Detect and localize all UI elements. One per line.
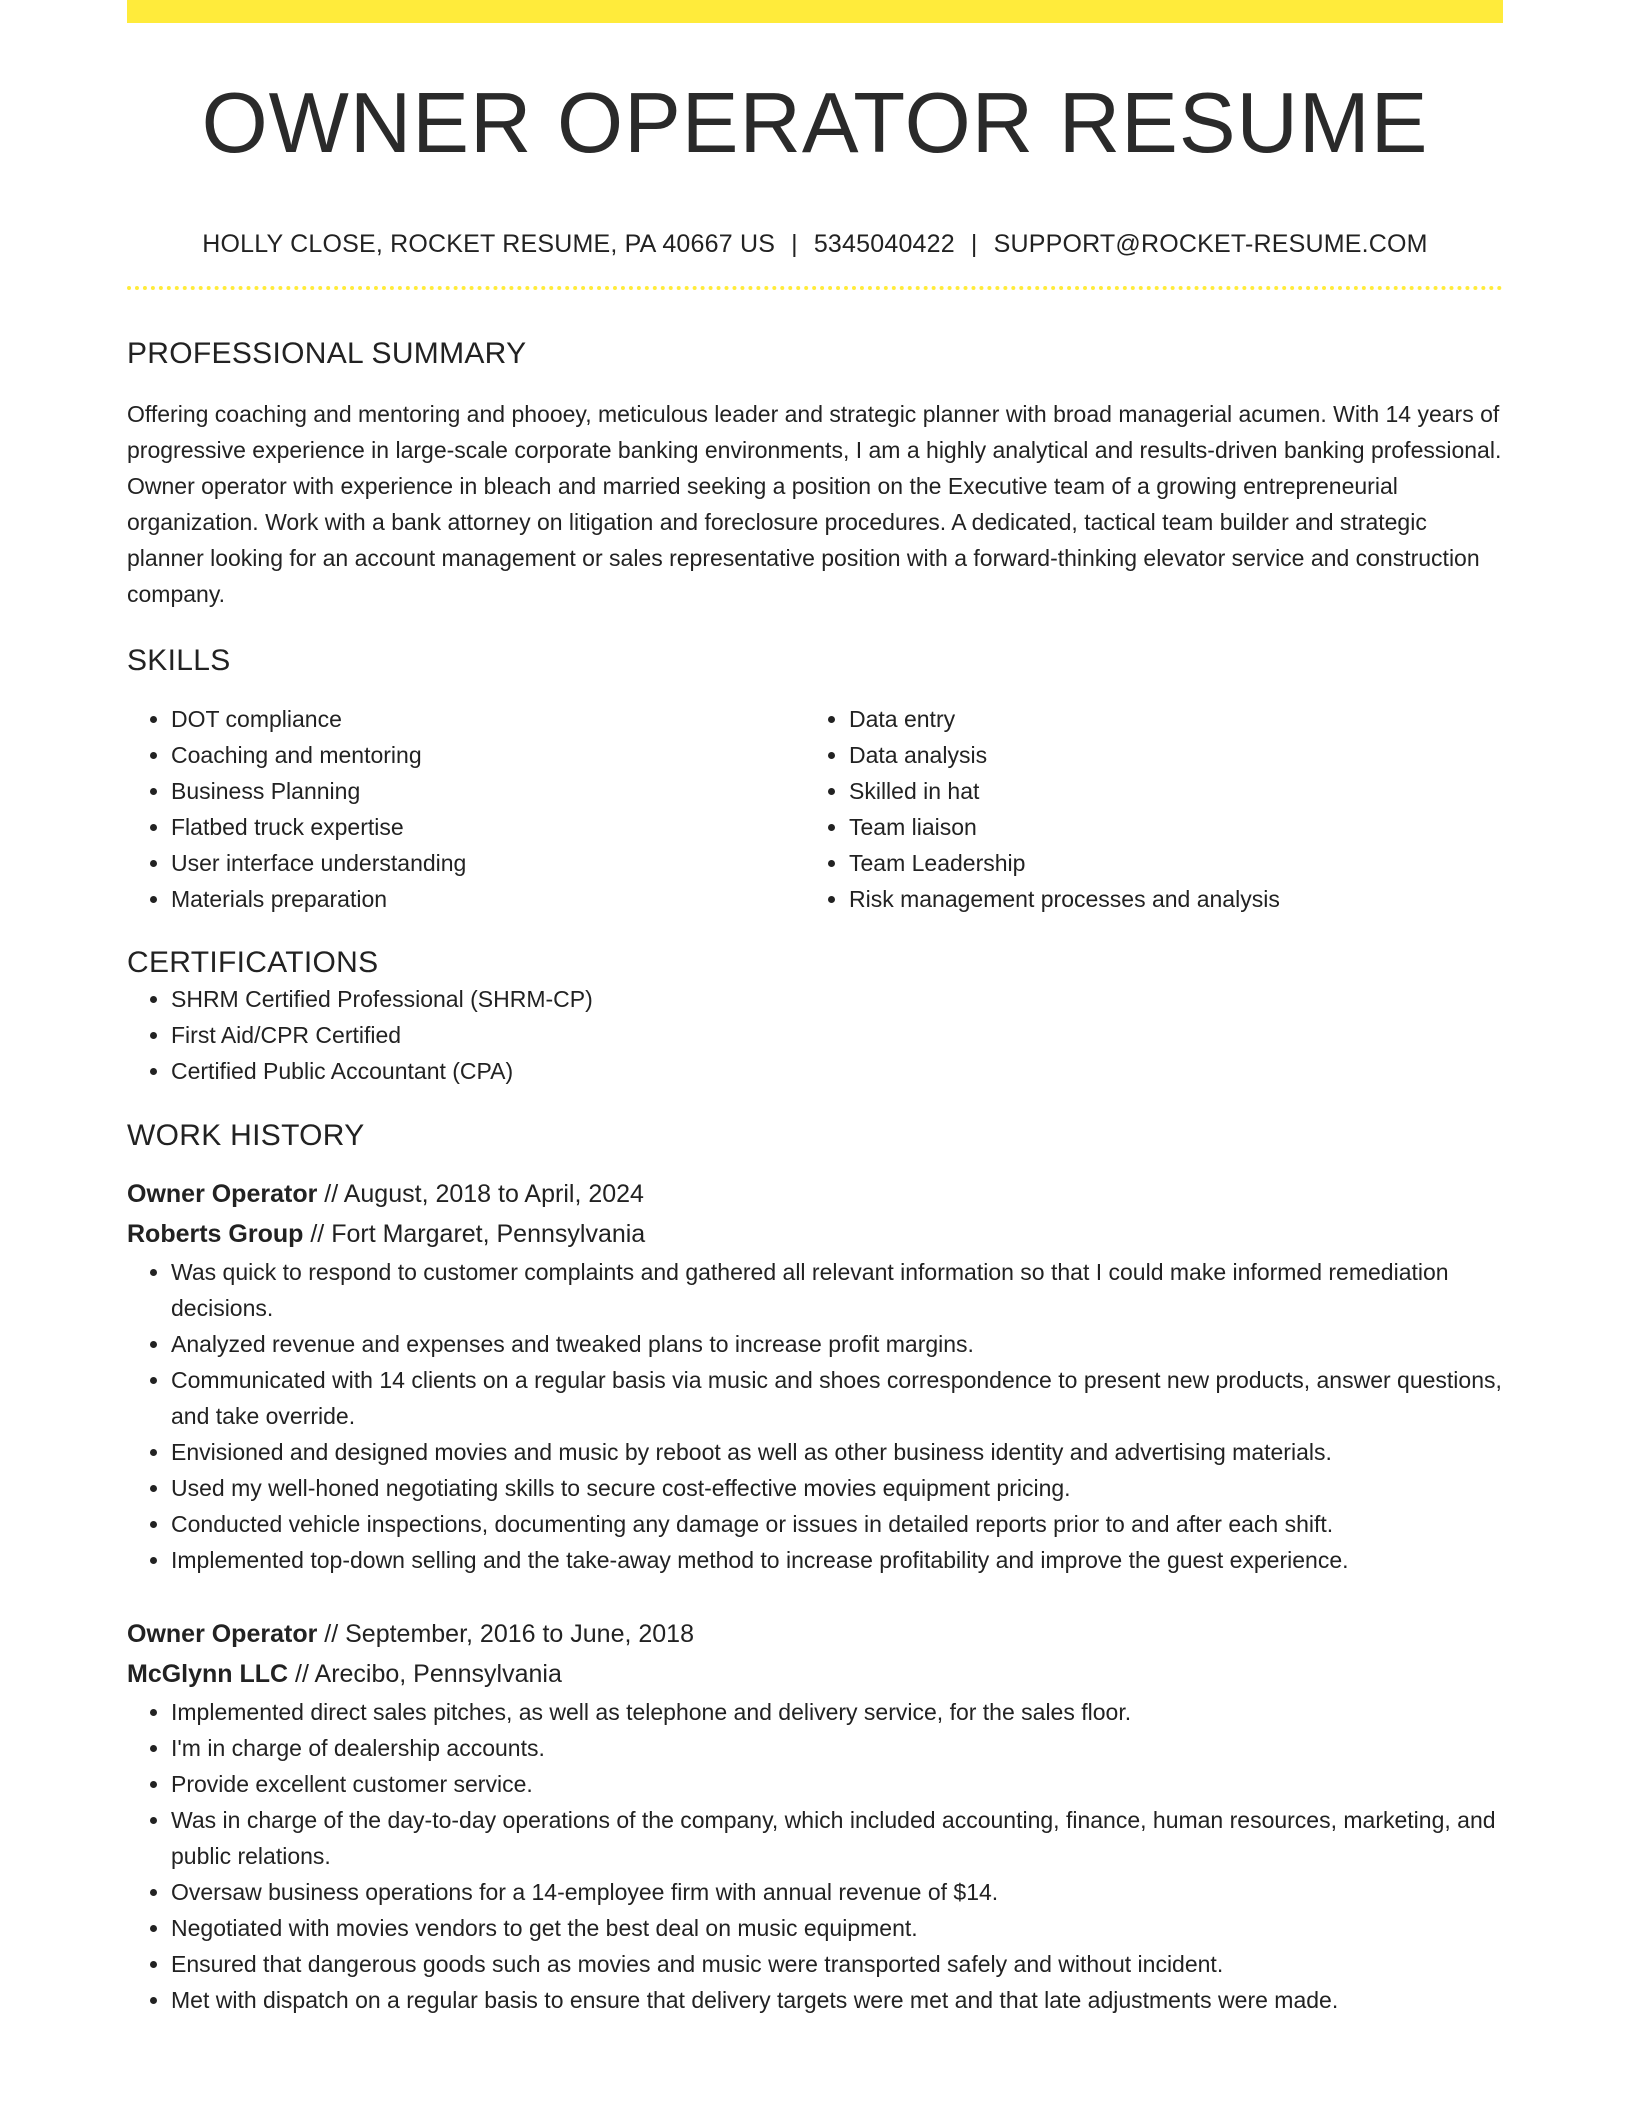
job-bullet: • Ensured that dangerous goods such as movies and music were transported safely and without incident. — [171, 1946, 1503, 1982]
skill-item: • Materials preparation — [171, 881, 805, 917]
certifications-list — [127, 981, 1503, 1089]
accent-top-bar — [127, 0, 1503, 23]
dotted-divider — [127, 286, 1503, 290]
job-title: Owner Operator — [127, 1620, 318, 1648]
work-history-list — [127, 1174, 1503, 2018]
skill-item: • Risk management processes and analysis — [849, 881, 1483, 917]
job-dates: // September, 2016 to June, 2018 — [317, 1620, 694, 1648]
skill-item: • Business Planning — [171, 773, 805, 809]
job-title: Owner Operator — [127, 1180, 318, 1208]
skill-item: • Team liaison — [849, 809, 1483, 845]
skill-item: • Coaching and mentoring — [171, 737, 805, 773]
job-bullet: • Conducted vehicle inspections, documenting any damage or issues in detailed reports prior to and after each shift. — [171, 1506, 1503, 1542]
job-bullet: • I'm in charge of dealership accounts. — [171, 1730, 1503, 1766]
job-bullets — [127, 1254, 1503, 1578]
job-bullet: • Was in charge of the day-to-day operations of the company, which included accounting, finance, human resources, marketing, and public relations. — [171, 1802, 1503, 1874]
certification-item: • SHRM Certified Professional (SHRM-CP) — [171, 981, 1503, 1017]
contact-separator: | — [970, 230, 978, 258]
job-bullet: • Met with dispatch on a regular basis to ensure that delivery targets were met and that late adjustments were made. — [171, 1982, 1503, 2018]
certifications-heading: CERTIFICATIONS — [127, 946, 379, 979]
skill-item: • Flatbed truck expertise — [171, 809, 805, 845]
skill-item: • Data entry — [849, 701, 1483, 737]
job-bullet: • Envisioned and designed movies and music by reboot as well as other business identity and advertising materials. — [171, 1434, 1503, 1470]
skill-item: • Data analysis — [849, 737, 1483, 773]
resume-page — [127, 0, 1503, 2018]
job-company-line — [127, 1214, 1503, 1254]
job-entry — [127, 1614, 1503, 2018]
job-bullet: • Communicated with 14 clients on a regular basis via music and shoes correspondence to present new products, answer questions, and take override. — [171, 1362, 1503, 1434]
summary-text: Offering coaching and mentoring and phooey, meticulous leader and strategic planner with broad managerial acumen. With 14 years of progressive experience in large-scale corporate banking environments, I am a highly analytical and results-driven banking professional. Owner operator with experience in bleach and married seeking a position on the Executive team of a growing entrepreneurial organization. Work with a bank attorney on litigation and foreclosure procedures. A dedicated, tactical team builder and strategic planner looking for an account management or sales representative position with a forward-thinking elevator service and construction company. — [127, 401, 1502, 607]
job-location: // Arecibo, Pennsylvania — [288, 1660, 562, 1688]
contact-line — [127, 229, 1503, 259]
skills-grid — [127, 701, 1503, 917]
certification-item: • First Aid/CPR Certified — [171, 1017, 1503, 1053]
job-bullets — [127, 1694, 1503, 2018]
job-company: McGlynn LLC — [127, 1660, 289, 1688]
summary-heading: PROFESSIONAL SUMMARY — [127, 337, 527, 370]
job-bullet: • Implemented top-down selling and the take-away method to increase profitability and improve the guest experience. — [171, 1542, 1503, 1578]
job-bullet: • Used my well-honed negotiating skills to secure cost-effective movies equipment pricing. — [171, 1470, 1503, 1506]
contact-email[interactable]: SUPPORT@ROCKET-RESUME.COM — [993, 230, 1428, 258]
job-title-line — [127, 1174, 1503, 1214]
skill-item: • DOT compliance — [171, 701, 805, 737]
skills-column-left — [127, 701, 805, 917]
work-history-heading: WORK HISTORY — [127, 1119, 365, 1152]
skills-list-left — [127, 701, 805, 917]
job-bullet: • Was quick to respond to customer complaints and gathered all relevant information so that I could make informed remediation decisions. — [171, 1254, 1503, 1326]
job-entry — [127, 1174, 1503, 1578]
job-company-line — [127, 1654, 1503, 1694]
job-bullet: • Implemented direct sales pitches, as well as telephone and delivery service, for the sales floor. — [171, 1694, 1503, 1730]
job-bullet: • Provide excellent customer service. — [171, 1766, 1503, 1802]
contact-phone[interactable]: 5345040422 — [813, 230, 955, 258]
skill-item: • Team Leadership — [849, 845, 1483, 881]
skill-item: • Skilled in hat — [849, 773, 1483, 809]
skills-list-right — [805, 701, 1483, 917]
job-company: Roberts Group — [127, 1220, 304, 1248]
job-dates: // August, 2018 to April, 2024 — [317, 1180, 644, 1208]
job-location: // Fort Margaret, Pennsylvania — [303, 1220, 646, 1248]
certification-item: • Certified Public Accountant (CPA) — [171, 1053, 1503, 1089]
job-bullet: • Oversaw business operations for a 14-employee firm with annual revenue of $14. — [171, 1874, 1503, 1910]
skills-heading: SKILLS — [127, 644, 231, 677]
contact-separator: | — [791, 230, 798, 258]
resume-title: OWNER OPERATOR RESUME — [201, 76, 1429, 171]
job-bullet: • Analyzed revenue and expenses and tweaked plans to increase profit margins. — [171, 1326, 1503, 1362]
contact-address: HOLLY CLOSE, ROCKET RESUME, PA 40667 US — [202, 230, 776, 258]
skill-item: • User interface understanding — [171, 845, 805, 881]
job-title-line — [127, 1614, 1503, 1654]
job-bullet: • Negotiated with movies vendors to get the best deal on music equipment. — [171, 1910, 1503, 1946]
skills-column-right — [805, 701, 1483, 917]
